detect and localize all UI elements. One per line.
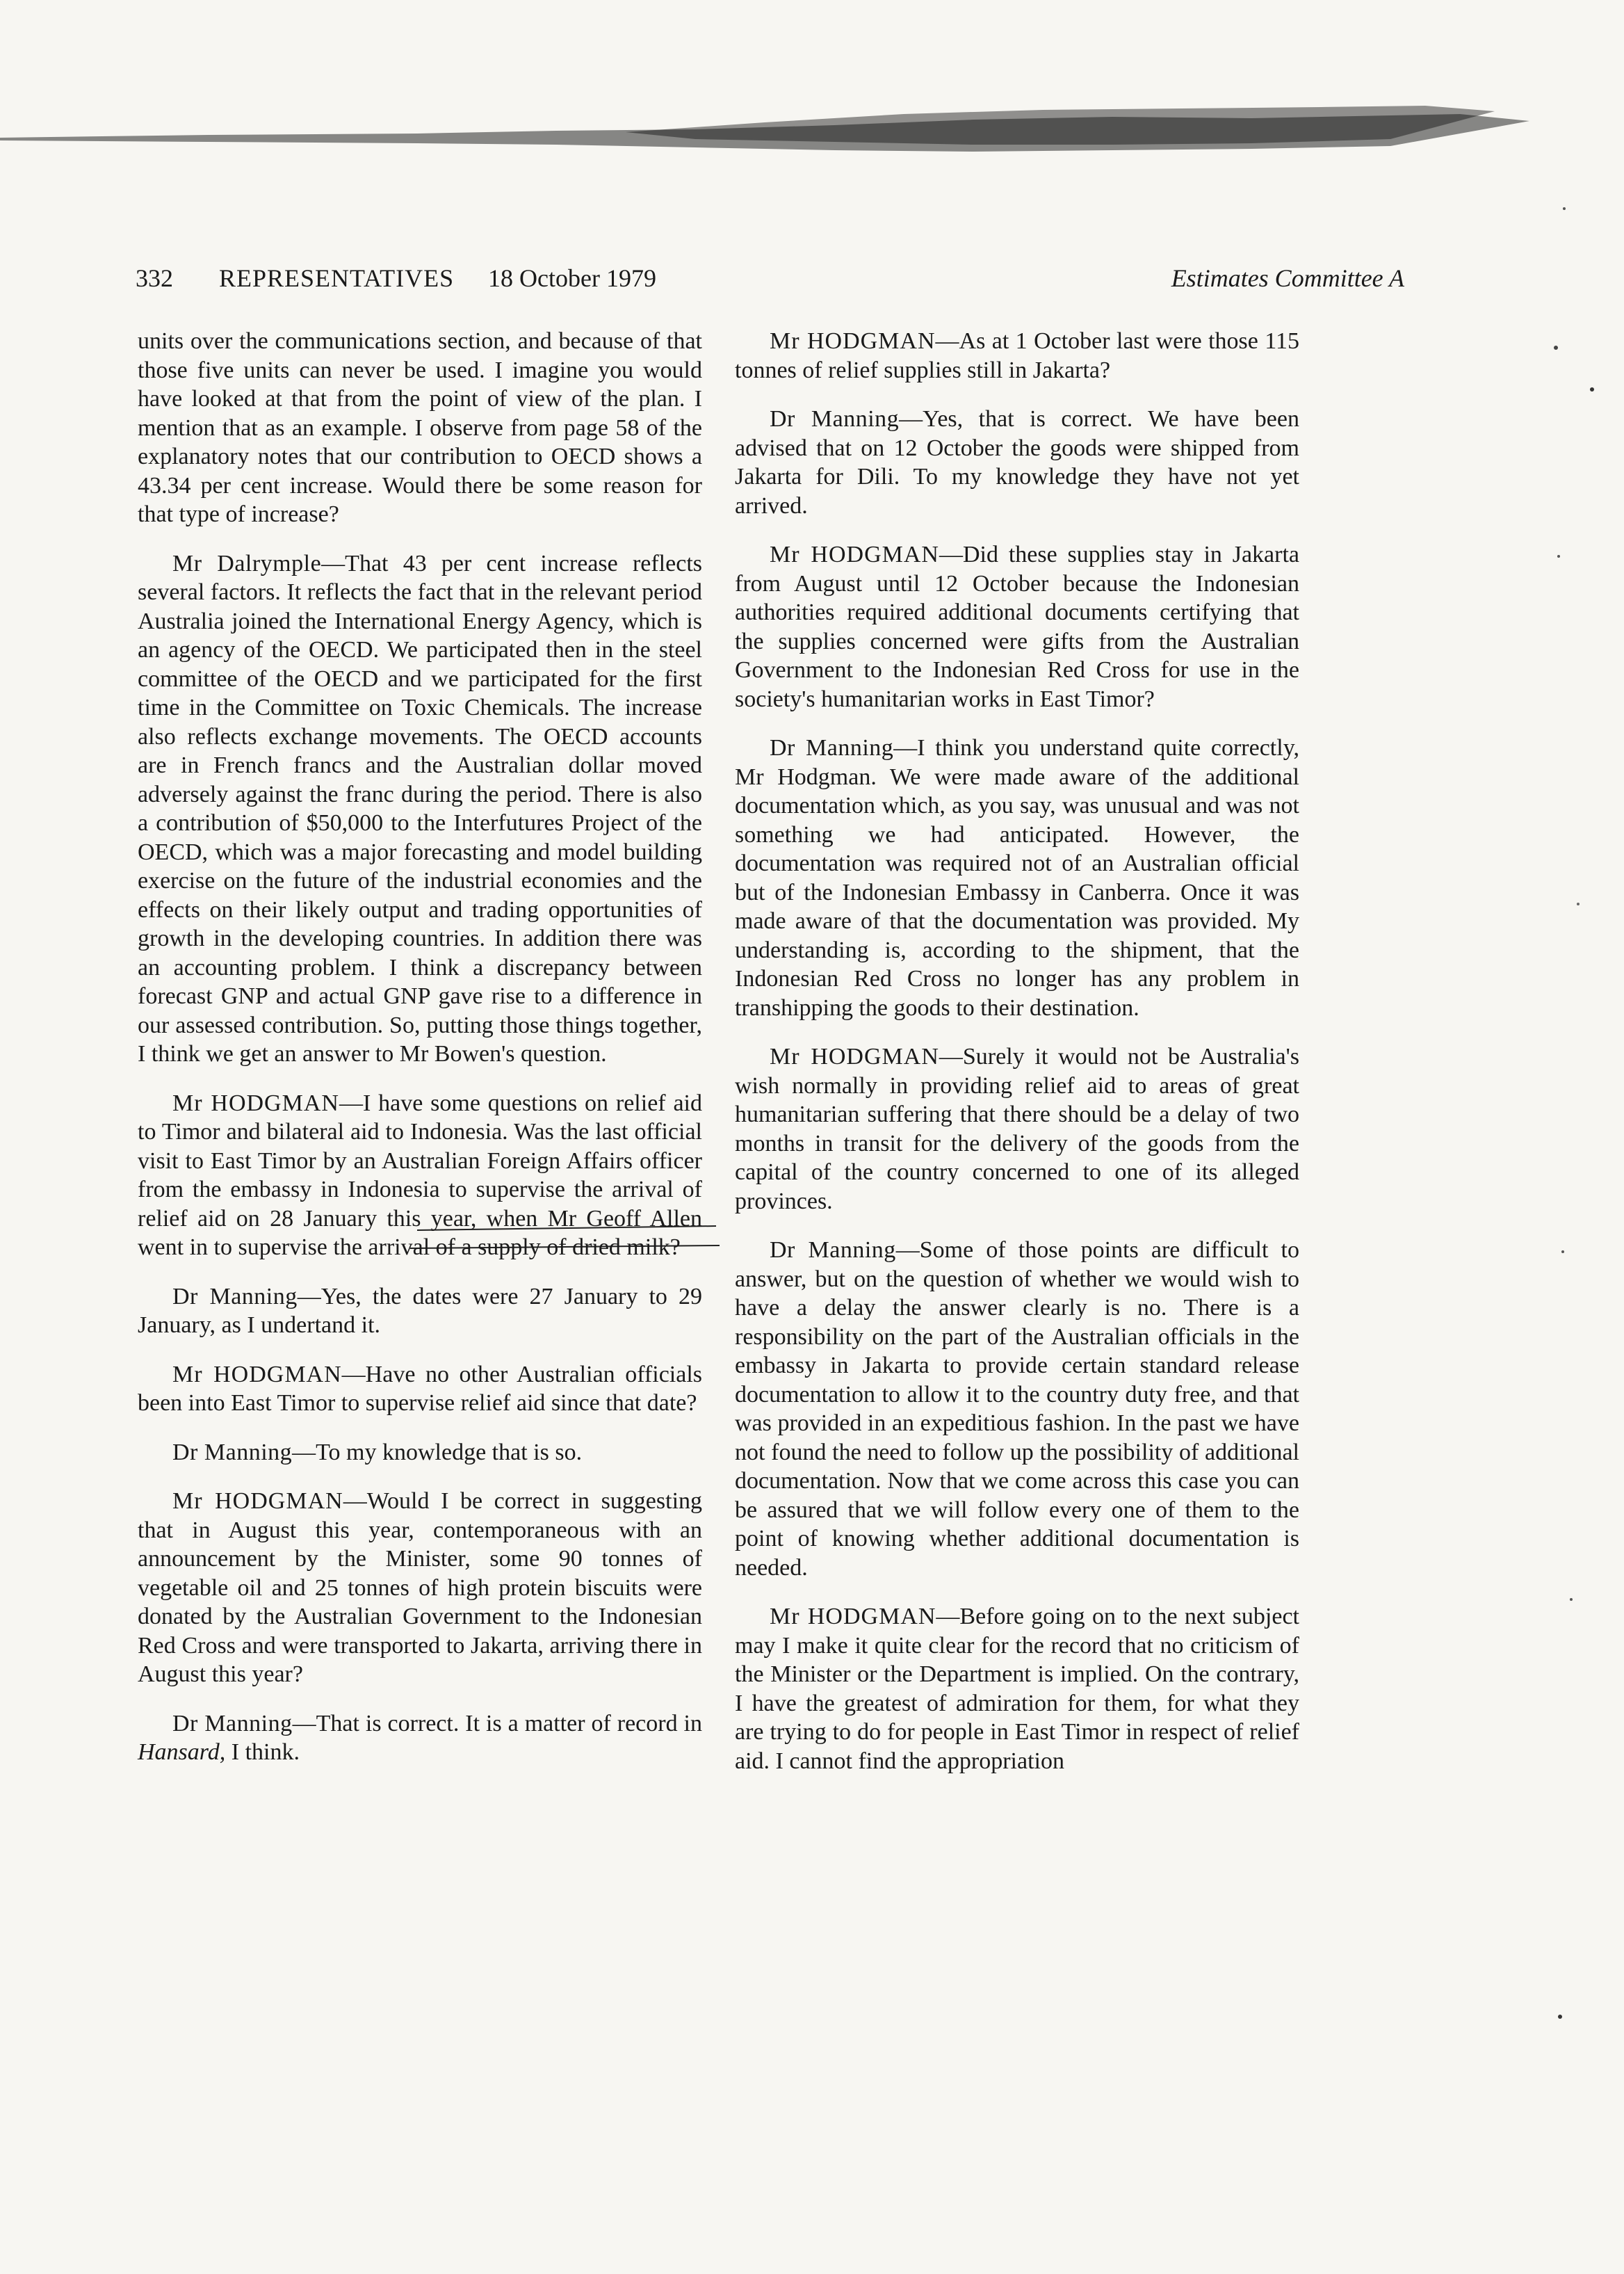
committee-name: Estimates Committee A bbox=[1171, 264, 1404, 292]
paragraph: Mr HODGMAN—Have no other Australian officials been into East Timor to supervise relief aid since that date? bbox=[138, 1361, 703, 1416]
speaker-name: Dr Manning bbox=[172, 1710, 293, 1736]
paragraph: Dr Manning—I think you understand quite correctly, Mr Hodgman. We were made aware of the additional documentation which, as you say, was unusual and was not something we had anticipated. However, the documentation was required not of an Australian official but of the Indonesian Embassy in Canberra. Once it was made aware of that the documentation was provided. My understanding is, according to the shipment, that the Indonesian Red Cross no longer has any problem in transhipping the goods to their destination. bbox=[735, 735, 1299, 1021]
paragraph: Mr HODGMAN—Before going on to the next subject may I make it quite clear for the record that no criticism of the Minister or the Department is implied. On the contrary, I have the greatest of admiration for them, for what they are trying to do for people in East Timor in respect of relief aid. I cannot find the appropriation bbox=[735, 1604, 1300, 1774]
margin-scan-specks bbox=[1550, 0, 1624, 2274]
speaker-name: Dr Manning bbox=[172, 1283, 298, 1309]
speaker-name: Mr HODGMAN bbox=[770, 328, 936, 354]
hansard-reference: Hansard, bbox=[138, 1739, 226, 1765]
sitting-date: 18 October 1979 bbox=[488, 264, 656, 292]
speaker-name: Mr HODGMAN bbox=[770, 1044, 939, 1070]
speaker-name: Dr Manning bbox=[770, 735, 894, 761]
speaker-name: Mr HODGMAN bbox=[770, 1604, 936, 1629]
paragraph: Dr Manning—Yes, the dates were 27 January to 29 January, as I undertand it. bbox=[138, 1283, 703, 1338]
paragraph: Mr HODGMAN—Surely it would not be Australia's wish normally in providing relief aid to areas of great humanitarian suffering that there should be a delay of two months in transit for the delivery of the goods from the capital of the country concerned to one of its alleged provinces. bbox=[735, 1044, 1299, 1214]
page-number: 332 bbox=[136, 264, 173, 292]
scan-noise-band bbox=[0, 104, 1624, 160]
speaker-name: Mr HODGMAN bbox=[172, 1488, 343, 1514]
left-column bbox=[138, 327, 702, 1787]
paragraph: Dr Manning—That is correct. It is a matter of record in Hansard, I think. bbox=[138, 1710, 702, 1765]
speaker-name: Dr Manning bbox=[770, 406, 900, 432]
speaker-name: Mr HODGMAN bbox=[770, 542, 939, 567]
speaker-name: Mr HODGMAN bbox=[172, 1090, 339, 1116]
chamber-name: REPRESENTATIVES bbox=[219, 264, 455, 292]
paragraph: Mr HODGMAN—Would I be correct in suggesting that in August this year, contemporaneous with an announcement by the Minister, some 90 tonnes of vegetable oil and 25 tonnes of high protein biscuits were donated by the Australian Government to the Indonesian Red Cross and were transported to Jakarta, arriving there in August this year? bbox=[138, 1488, 703, 1687]
speaker-name: Dr Manning bbox=[770, 1237, 896, 1263]
paragraph: Mr HODGMAN—I have some questions on relief aid to Timor and bilateral aid to Indonesia. Was the last official visit to East Timor by an Australian Foreign Affairs officer from the embassy in Indonesia to supervise the arrival of relief aid on 28 January this year, when Mr Geoff Allen went in to supervise the arrival of a supply of dried milk? bbox=[138, 1090, 702, 1260]
right-column bbox=[735, 327, 1299, 1796]
speaker-name: Mr HODGMAN bbox=[172, 1361, 342, 1387]
paragraph: units over the communications section, and because of that those five units can never be used. I imagine you would have looked at that from the point of view of the plan. I mention that as an example. I observe from page 58 of the explanatory notes that our contribution to OECD shows a 43.34 per cent increase. Would there be some reason for that type of increase? bbox=[138, 328, 702, 527]
paragraph: Mr HODGMAN—As at 1 October last were those 115 tonnes of relief supplies still in Jakarta? bbox=[735, 328, 1300, 383]
paragraph: Dr Manning—Some of those points are difficult to answer, but on the question of whether we would wish to have a delay the answer clearly is no. There is a responsibility on the part of the Australian officials in the embassy in Jakarta to provide certain standard release documentation to allow it to the country duty free, and that was provided in an expeditious fashion. In the past we have not found the need to follow up the possibility of additional documentation. Now that we come across this case you can be assured that we will follow every one of them to the point of knowing whether additional documentation is needed. bbox=[735, 1237, 1299, 1581]
paragraph: Dr Manning—To my knowledge that is so. bbox=[172, 1439, 583, 1465]
paragraph: Mr Dalrymple—That 43 per cent increase reflects several factors. It reflects the fact that in the relevant period Australia joined the International Energy Agency, which is an agency of the OECD. We participated then in the steel committee of the OECD and we participated for the first time in the Committee on Toxic Chemicals. The increase also reflects exchange movements. The OECD accounts are in French francs and the Australian dollar moved adversely against the franc during the period. There is also a contribution of $50,000 to the Interfutures Project of the OECD, which was a major forecasting and model building exercise on the future of the industrial economies and the effects on their likely output and trading opportunities of growth in the developing countries. In addition there was an accounting problem. I think a discrepancy between forecast GNP and actual GNP gave rise to a difference in our assessed contribution. So, putting those things together, I think we get an answer to Mr Bowen's question. bbox=[138, 550, 702, 1067]
paragraph: Mr HODGMAN—Did these supplies stay in Jakarta from August until 12 October because the Indonesian authorities required additional documents certifying that the supplies concerned were gifts from the Australian Government to the Indonesian Red Cross for use in the society's humanitarian works in East Timor? bbox=[735, 542, 1300, 712]
speaker-name: Mr Dalrymple bbox=[172, 550, 322, 576]
paragraph: Dr Manning—Yes, that is correct. We have been advised that on 12 October the goods were shipped from Jakarta for Dili. To my knowledge they have not yet arrived. bbox=[735, 406, 1299, 519]
speaker-name: Dr Manning bbox=[172, 1439, 293, 1465]
page-header bbox=[136, 257, 1404, 299]
